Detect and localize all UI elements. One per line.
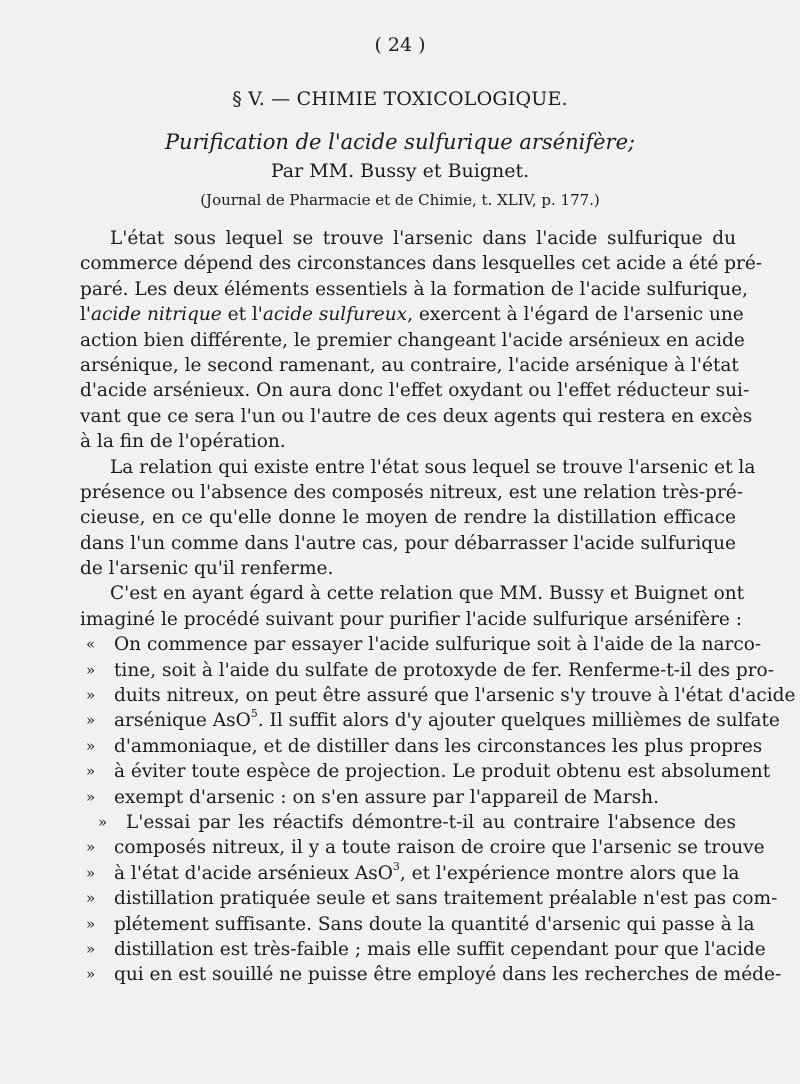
- quote-line: [80, 707, 780, 733]
- text-fragment: L'essai par les réactifs démontre-t-il au contraire l'absence des: [126, 811, 736, 833]
- guillemet-open: «: [86, 635, 96, 654]
- text-fragment: à l'état d'acide arsénieux AsO: [114, 862, 393, 884]
- quote-line: [80, 937, 766, 962]
- text-line: d'acide arsénieux. On aura donc l'effet oxydant ou l'effet réducteur sui-: [80, 380, 750, 402]
- page-number: ( 24 ): [374, 34, 426, 56]
- quote-line: [80, 734, 763, 759]
- text-line: C'est en ayant égard à cette relation que MM. Bussy et Buignet ont: [110, 583, 745, 605]
- quote-line: [80, 962, 782, 987]
- italic-term: acide sulfureux: [262, 304, 408, 326]
- text-line: arsénique, le second ramenant, au contraire, l'acide arsénique à l'état: [80, 354, 739, 376]
- guillemet: »: [98, 812, 108, 831]
- quote-line: [80, 886, 778, 911]
- text-fragment: , exercent à l'égard de l'arsenic une: [407, 304, 744, 326]
- guillemet: »: [86, 660, 96, 679]
- superscript: 3: [392, 859, 400, 873]
- text-fragment: distillation pratiquée seule et sans traitement préalable n'est pas com-: [114, 888, 778, 910]
- section-heading: § V. — CHIMIE TOXICOLOGIQUE.: [232, 88, 568, 110]
- italic-term: acide nitrique: [91, 304, 222, 326]
- text-line: imaginé le procédé suivant pour purifier l'acide sulfurique arsénifère :: [80, 608, 742, 630]
- superscript: 5: [250, 707, 258, 721]
- guillemet: »: [86, 736, 96, 755]
- text-fragment: , et l'expérience montre alors que la: [399, 862, 740, 884]
- text-fragment: duits nitreux, on peut être assuré que l'arsenic s'y trouve à l'état d'acide: [114, 685, 796, 707]
- text-fragment: qui en est souillé ne puisse être employé dans les recherches de méde-: [114, 964, 782, 986]
- text-line: à la fin de l'opération.: [80, 431, 286, 453]
- text-fragment: et l': [221, 304, 263, 326]
- text-fragment: plétement suffisante. Sans doute la quantité d'arsenic qui passe à la: [114, 913, 755, 935]
- text-fragment: arsénique AsO: [114, 710, 251, 732]
- text-line: de l'arsenic qu'il renferme.: [80, 558, 334, 580]
- text-fragment: tine, soit à l'aide du sulfate de protoxyde de fer. Renferme-t-il des pro-: [114, 659, 774, 681]
- guillemet: »: [86, 686, 96, 705]
- text-fragment: . Il suffit alors d'y ajouter quelques millièmes de sulfate: [257, 710, 780, 732]
- quote-line: [80, 683, 796, 708]
- text-line: cieuse, en ce qu'elle donne le moyen de rendre la distillation efficace: [80, 507, 736, 529]
- article-source: (Journal de Pharmacie et de Chimie, t. XLIV, p. 177.): [200, 191, 600, 209]
- guillemet: »: [86, 787, 96, 806]
- guillemet: »: [86, 762, 96, 781]
- text-line: L'état sous lequel se trouve l'arsenic dans l'acide sulfurique du: [110, 228, 736, 249]
- text-line: La relation qui existe entre l'état sous lequel se trouve l'arsenic et la: [110, 456, 756, 478]
- guillemet: »: [86, 914, 96, 933]
- quote-line: [80, 632, 762, 657]
- text-line: commerce dépend des circonstances dans lesquelles cet acide a été pré-: [80, 253, 763, 275]
- guillemet: »: [86, 889, 96, 908]
- text-line: présence ou l'absence des composés nitreux, est une relation très-pré-: [80, 481, 744, 503]
- text-fragment: exempt d'arsenic : on s'en assure par l'appareil de Marsh.: [114, 786, 659, 808]
- guillemet: »: [86, 939, 96, 958]
- quote-line: [80, 810, 736, 835]
- text-fragment: distillation est très-faible ; mais elle suffit cependant pour que l'acide: [114, 938, 766, 960]
- quote-line: [80, 658, 774, 683]
- quote-line: [80, 785, 736, 810]
- article-title: Purification de l'acide sulfurique arsénifère;: [164, 130, 636, 154]
- text-line: paré. Les deux éléments essentiels à la formation de l'acide sulfurique,: [80, 278, 748, 300]
- guillemet: »: [86, 711, 96, 730]
- guillemet: »: [86, 965, 96, 984]
- text-line: action bien différente, le premier changeant l'acide arsénieux en acide: [80, 329, 745, 351]
- quote-line: [80, 835, 765, 860]
- text-line: vant que ce sera l'un ou l'autre de ces deux agents qui restera en excès: [80, 405, 753, 427]
- article-body: [80, 226, 796, 988]
- text-fragment: On commence par essayer l'acide sulfurique soit à l'aide de la narco-: [114, 634, 762, 656]
- text-line: dans l'un comme dans l'autre cas, pour débarrasser l'acide sulfurique: [80, 532, 736, 554]
- text-fragment: composés nitreux, il y a toute raison de croire que l'arsenic se trouve: [114, 837, 765, 859]
- quote-line: [80, 912, 755, 937]
- guillemet: »: [86, 863, 96, 882]
- quote-line: [80, 759, 771, 784]
- guillemet: »: [86, 838, 96, 857]
- text-fragment: à éviter toute espèce de projection. Le produit obtenu est absolument: [114, 761, 771, 783]
- quote-line: [80, 859, 740, 886]
- text-line: [80, 302, 744, 327]
- text-fragment: d'ammoniaque, et de distiller dans les circonstances les plus propres: [114, 735, 763, 757]
- article-authors: Par MM. Bussy et Buignet.: [270, 160, 530, 182]
- text-fragment: l': [80, 304, 92, 326]
